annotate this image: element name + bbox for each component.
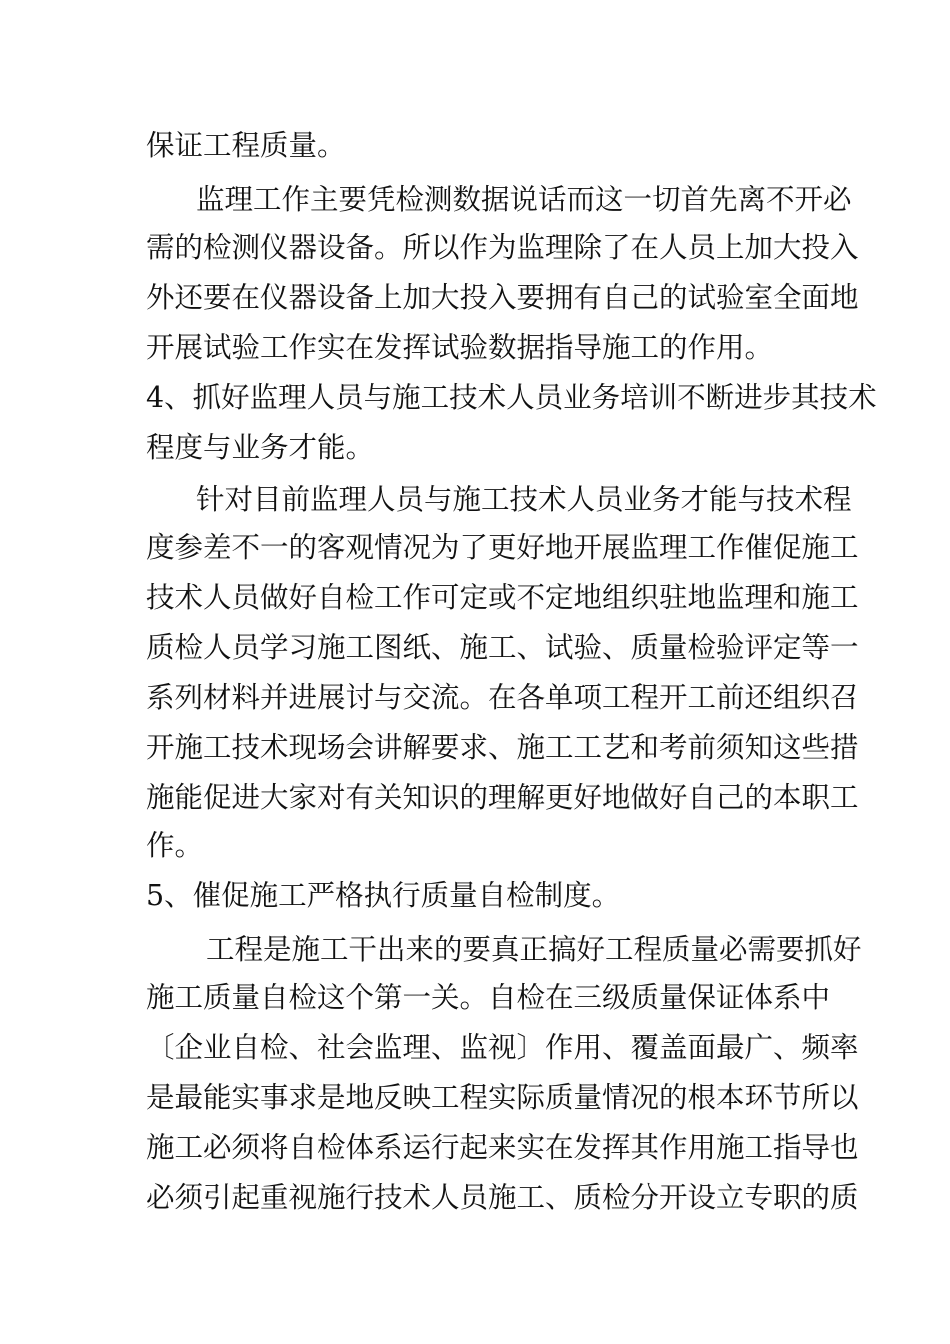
text-line: 保证工程质量。 xyxy=(146,129,346,162)
text-line: 〔企业自检、社会监理、监视〕作用、覆盖面最广、频率 xyxy=(146,1031,859,1064)
text-line: 工程是施工干出来的要真正搞好工程质量必需要抓好 xyxy=(206,933,862,966)
text-line: 针对目前监理人员与施工技术人员业务才能与技术程 xyxy=(196,483,852,516)
text-line: 系列材料并进展讨与交流。在各单项工程开工前还组织召 xyxy=(146,681,859,714)
text-line: 作。 xyxy=(146,829,204,862)
text-line: 施工必须将自检体系运行起来实在发挥其作用施工指导也 xyxy=(146,1131,859,1164)
text-line: 监理工作主要凭检测数据说话而这一切首先离不开必 xyxy=(196,183,852,216)
text-line: 施能促进大家对有关知识的理解更好地做好自己的本职工 xyxy=(146,781,859,814)
text-line: 必须引起重视施行技术人员施工、质检分开设立专职的质 xyxy=(146,1181,859,1214)
text-line: 是最能实事求是地反映工程实际质量情况的根本环节所以 xyxy=(146,1081,859,1114)
section-heading: 5、催促施工严格执行质量自检制度。 xyxy=(146,879,621,912)
text-line: 开展试验工作实在发挥试验数据指导施工的作用。 xyxy=(146,331,774,364)
text-line: 外还要在仪器设备上加大投入要拥有自己的试验室全面地 xyxy=(146,281,859,314)
text-line: 质检人员学习施工图纸、施工、试验、质量检验评定等一 xyxy=(146,631,859,664)
section-heading: 程度与业务才能。 xyxy=(146,431,375,464)
text-line: 需的检测仪器设备。所以作为监理除了在人员上加大投入 xyxy=(146,231,859,264)
text-line: 施工质量自检这个第一关。自检在三级质量保证体系中 xyxy=(146,981,831,1014)
text-line: 技术人员做好自检工作可定或不定地组织驻地监理和施工 xyxy=(146,581,859,614)
text-line: 开施工技术现场会讲解要求、施工工艺和考前须知这些措 xyxy=(146,731,859,764)
text-line: 度参差不一的客观情况为了更好地开展监理工作催促施工 xyxy=(146,531,859,564)
section-heading: 4、抓好监理人员与施工技术人员业务培训不断进步其技术 xyxy=(146,381,877,414)
